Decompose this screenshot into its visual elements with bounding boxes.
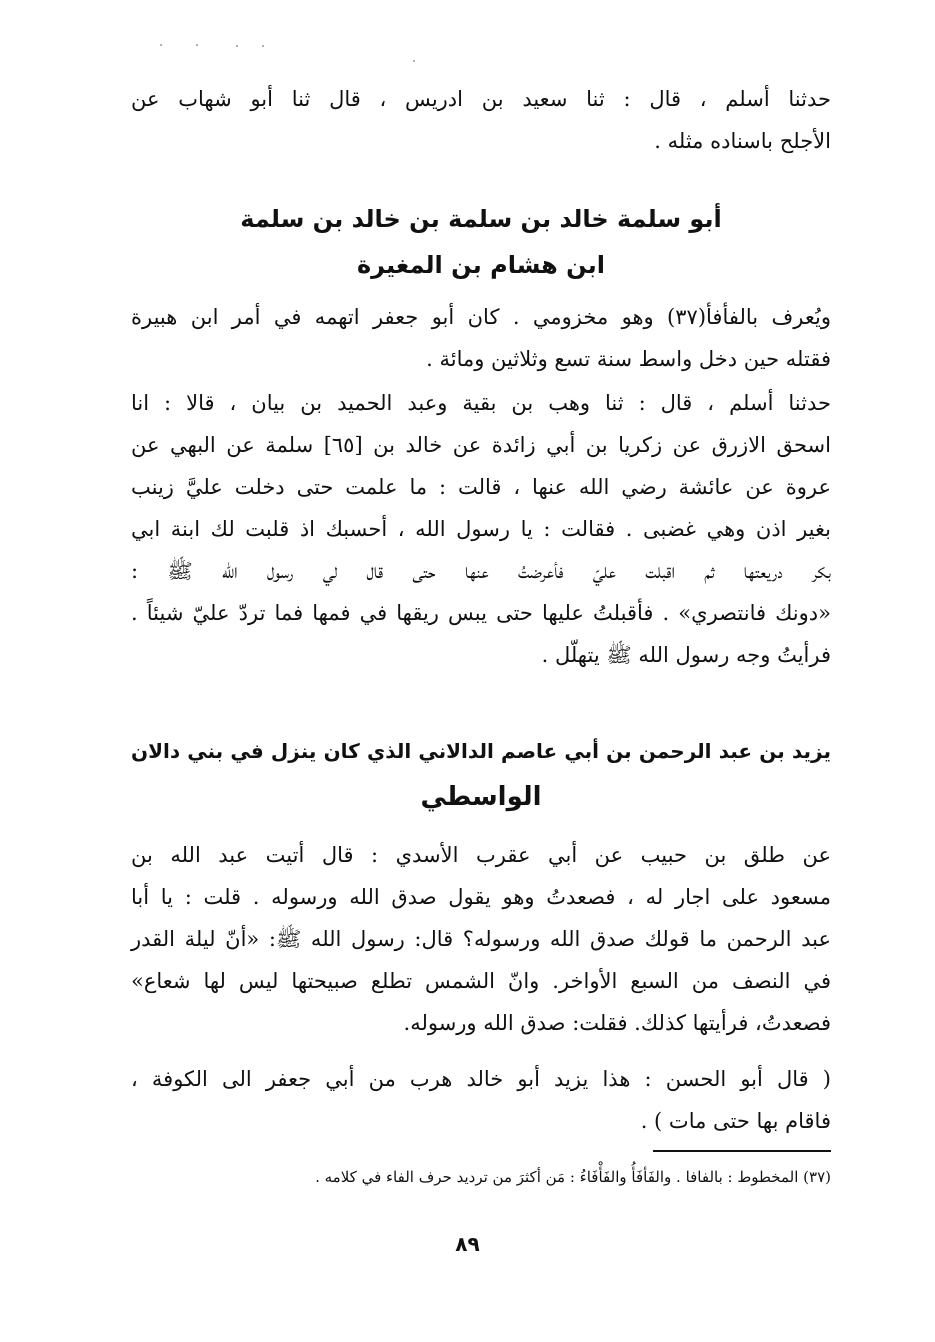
heading-line: أبو سلمة خالد بن سلمة بن خالد بن سلمة bbox=[240, 205, 722, 233]
paragraph-biography bbox=[131, 296, 831, 380]
text-line: فقتله حين دخل واسط سنة تسع وثلاثين ومائة . bbox=[426, 347, 831, 371]
text-line: حدثنا أسلم ، قال : ثنا سعيد بن ادريس ، قال ثنا أبو شهاب عن bbox=[131, 87, 831, 111]
section-heading-abu-salama bbox=[131, 196, 831, 288]
text-line: فصعدتُ، فرأيتها كذلك. فقلت: صدق الله ورسوله. bbox=[403, 1011, 831, 1035]
text-line: اسحق الازرق عن زكريا بن أبي زائدة عن خالد بن [٦٥] سلمة عن البهي عن bbox=[131, 433, 831, 457]
heading-line: يزيد بن عبد الرحمن بن أبي عاصم الدالاني الذي كان ينزل في بني دالان bbox=[131, 739, 831, 763]
scan-speck bbox=[413, 60, 415, 62]
paragraph-isnad bbox=[131, 78, 831, 162]
text-line: ( قال أبو الحسن : هذا يزيد أبو خالد هرب من أبي جعفر الى الكوفة ، bbox=[131, 1067, 831, 1091]
scan-speck bbox=[196, 44, 198, 46]
text-line: مسعود على اجار له ، فصعدتُ وهو يقول صدق الله ورسوله . قلت : يا أبا bbox=[131, 885, 831, 909]
page-number: ٨٩ bbox=[455, 1232, 480, 1256]
paragraph-hadith-aisha bbox=[131, 382, 831, 676]
scan-speck bbox=[262, 45, 264, 47]
heading-line: ابن هشام بن المغيرة bbox=[357, 251, 605, 279]
text-line: فرأيتُ وجه رسول الله ﷺ يتهلّل . bbox=[541, 643, 831, 667]
scan-speck bbox=[160, 44, 162, 46]
text-line: في النصف من السبع الأواخر. وانّ الشمس تطلع صبيحتها ليس لها شعاع» bbox=[131, 969, 831, 993]
scan-speck bbox=[236, 45, 238, 47]
text-line: الأجلح باسناده مثله . bbox=[654, 129, 831, 153]
heading-line: الواسطي bbox=[420, 782, 542, 812]
text-line: عبد الرحمن ما قولك صدق الله ورسوله؟ قال: رسول الله ﷺ: «أنّ ليلة القدر bbox=[131, 927, 831, 951]
text-line: عن طلق بن حبيب عن أبي عقرب الأسدي : قال أتيت عبد الله بن bbox=[131, 843, 831, 867]
paragraph-laylat-al-qadr bbox=[131, 834, 831, 1044]
text-line: «دونك فانتصري» . فأقبلتُ عليها حتى يبس ريقها في فمها فما تردّ عليّ شيئاً . bbox=[131, 601, 831, 625]
text-line: فاقام بها حتى مات ) . bbox=[640, 1109, 831, 1133]
paragraph-abul-hasan-note bbox=[131, 1058, 831, 1142]
footnote-separator bbox=[653, 1150, 831, 1152]
section-heading-yazid bbox=[131, 728, 831, 820]
text-line: ويُعرف بالفأفأ(٣٧) وهو مخزومي . كان أبو جعفر اتهمه في أمر ابن هبيرة bbox=[131, 305, 831, 329]
text-line: بكر دريعتها ثم اقبلت عليّ فأعرضتُ عنها حتى قال لي رسول الله ﷺ : bbox=[131, 559, 831, 583]
text-line: حدثنا أسلم ، قال : ثنا وهب بن بقية وعبد الحميد بن بيان ، قالا : انا bbox=[131, 391, 831, 415]
text-line: عروة عن عائشة رضي الله عنها ، قالت : ما علمت حتى دخلت عليَّ زينب bbox=[131, 475, 831, 499]
footnote: (٣٧) المخطوط : بالفافا . والفَأفَأُ والفَأْفَاءُ : مَن أكثرَ من ترديد حرف الفاء في كلامه . bbox=[315, 1168, 831, 1186]
text-line: بغير اذن وهي غضبى . فقالت : يا رسول الله ، أحسبك اذ قلبت لك ابنة ابي bbox=[131, 517, 831, 541]
